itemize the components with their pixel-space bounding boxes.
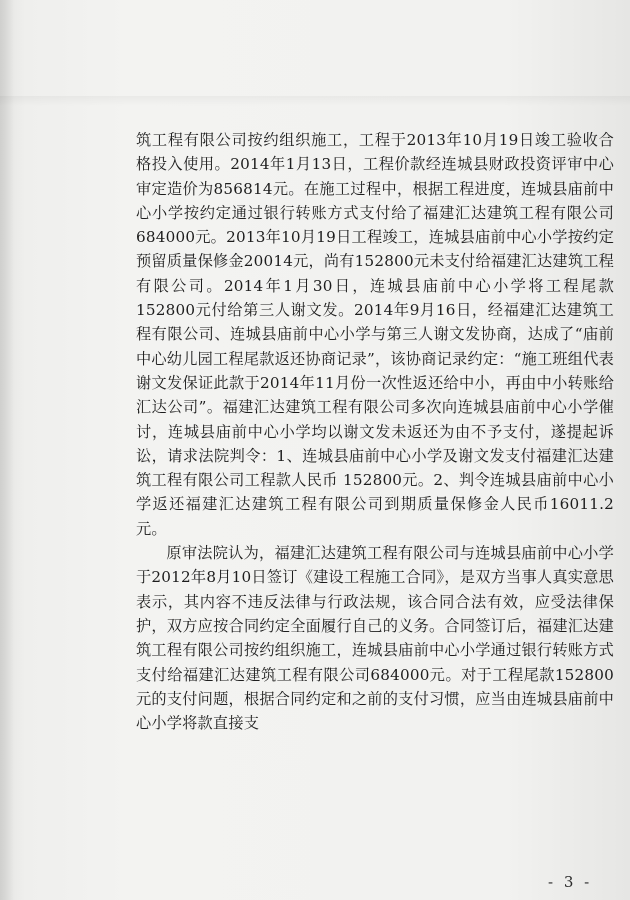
page-number: - 3 - <box>548 873 593 891</box>
page-fold-shadow <box>0 96 630 106</box>
paragraph-2: 原审法院认为，福建汇达建筑工程有限公司与连城县庙前中心小学于2012年8月10日签订《建设工程施工合同》，是双方当事人真实意思表示，其内容不违反法律与行政法规，该合同合法有效，应受法律保护，双方应按合同约定全面履行自己的义务。合同签订后，福建汇达建筑工程有限公司按约组织施工，连城县庙前中心小学通过银行转账方式支付给福建汇达建筑工程有限公司684000元。对于工程尾款152800元的支付问题，根据合同约定和之前的支付习惯，应当由连城县庙前中心小学将款直接支 <box>136 544 614 733</box>
document-body <box>136 128 614 735</box>
scan-edge-shadow <box>0 0 14 900</box>
paragraph-1: 筑工程有限公司按约组织施工，工程于2013年10月19日竣工验收合格投入使用。2014年1月13日，工程价款经连城县财政投资评审中心审定造价为856814元。在施工过程中，根据工程进度，连城县庙前中心小学按约定通过银行转账方式支付给了福建汇达建筑工程有限公司684000元。2013年10月19日工程竣工，连城县庙前中心小学按约定预留质量保修金20014元，尚有152800元未支付给福建汇达建筑工程有限公司。2014年1月30日，连城县庙前中心小学将工程尾款152800元付给第三人谢文发。2014年9月16日，经福建汇达建筑工程有限公司、连城县庙前中心小学与第三人谢文发协商，达成了“庙前中心幼儿园工程尾款返还协商记录”，该协商记录约定：“施工班组代表谢文发保证此款于2014年11月份一次性返还给中小，再由中小转账给汇达公司”。福建汇达建筑工程有限公司多次向连城县庙前中心小学催讨，连城县庙前中心小学均以谢文发未返还为由不予支付，遂提起诉讼，请求法院判令：1、连城县庙前中心小学及谢文发支付福建汇达建筑工程有限公司工程款人民币 152800元。2、判令连城县庙前中心小学返还福建汇达建筑工程有限公司到期质量保修金人民币16011.2元。 <box>136 131 614 538</box>
